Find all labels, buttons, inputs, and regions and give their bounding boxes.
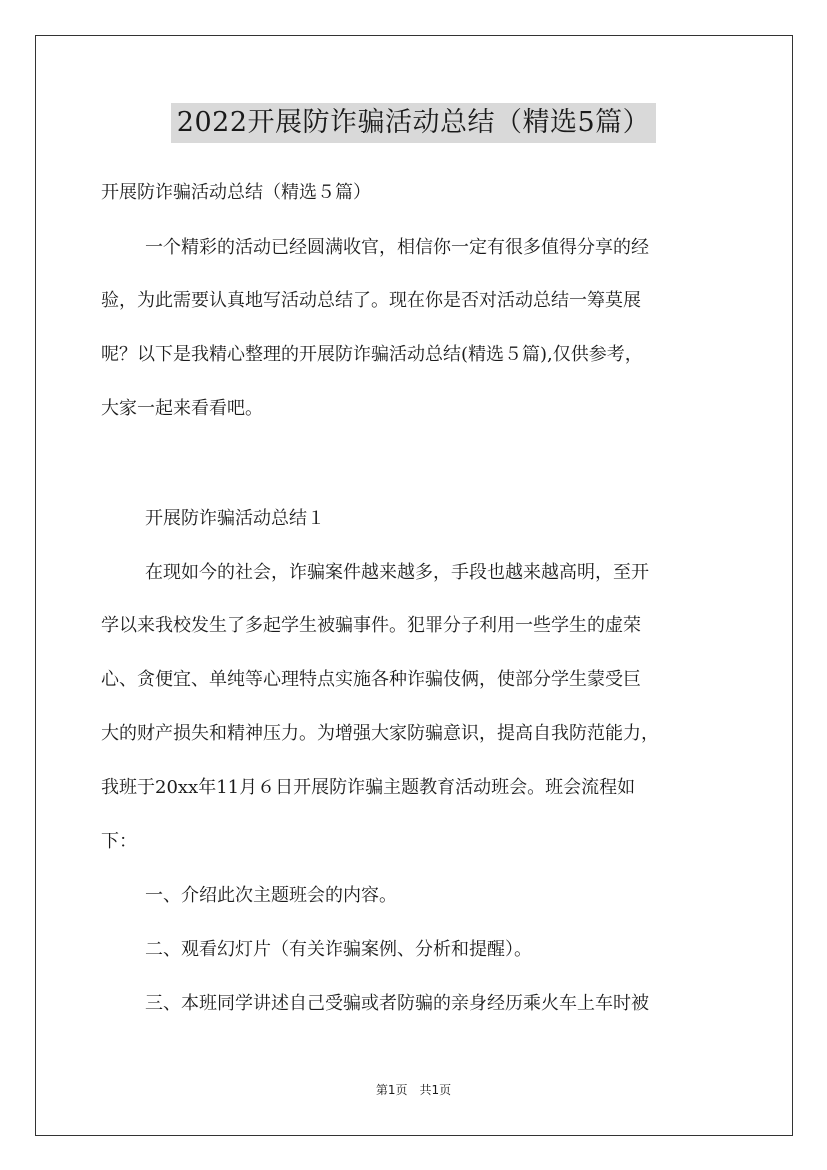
section-line-2: 学以来我校发生了多起学生被骗事件。犯罪分子利用一些学生的虚荣 [101,615,641,636]
section-line-4: 大的财产损失和精神压力。为增强大家防骗意识，提高自我防范能力， [101,723,659,744]
intro-line-4: 大家一起来看看吧。 [101,398,263,419]
intro-line-3: 呢？以下是我精心整理的开展防诈骗活动总结(精选５篇),仅供参考， [101,344,643,365]
document-subtitle: 开展防诈骗活动总结（精选５篇） [101,182,371,203]
list-item-3: 三、本班同学讲述自己受骗或者防骗的亲身经历乘火车上车时被 [145,993,649,1014]
list-item-2: 二、观看幻灯片（有关诈骗案例、分析和提醒）。 [145,939,532,960]
document-title-text: 2022开展防诈骗活动总结（精选5篇） [171,103,656,143]
section-line-3: 心、贪便宜、单纯等心理特点实施各种诈骗伎俩，使部分学生蒙受巨 [101,669,641,690]
intro-line-1: 一个精彩的活动已经圆满收官，相信你一定有很多值得分享的经 [145,237,649,258]
document-title [0,101,827,143]
section-line-1: 在现如今的社会，诈骗案件越来越多，手段也越来越高明，至开 [145,562,649,583]
page-number-footer: 第1页 共1页 [375,1083,452,1097]
section-line-6: 下： [101,831,137,852]
section-heading: 开展防诈骗活动总结１ [145,508,325,529]
section-line-5: 我班于20xx年11月６日开展防诈骗主题教育活动班会。班会流程如 [101,777,636,798]
intro-line-2: 验，为此需要认真地写活动总结了。现在你是否对活动总结一筹莫展 [101,290,641,311]
list-item-1: 一、介绍此次主题班会的内容。 [145,885,397,906]
